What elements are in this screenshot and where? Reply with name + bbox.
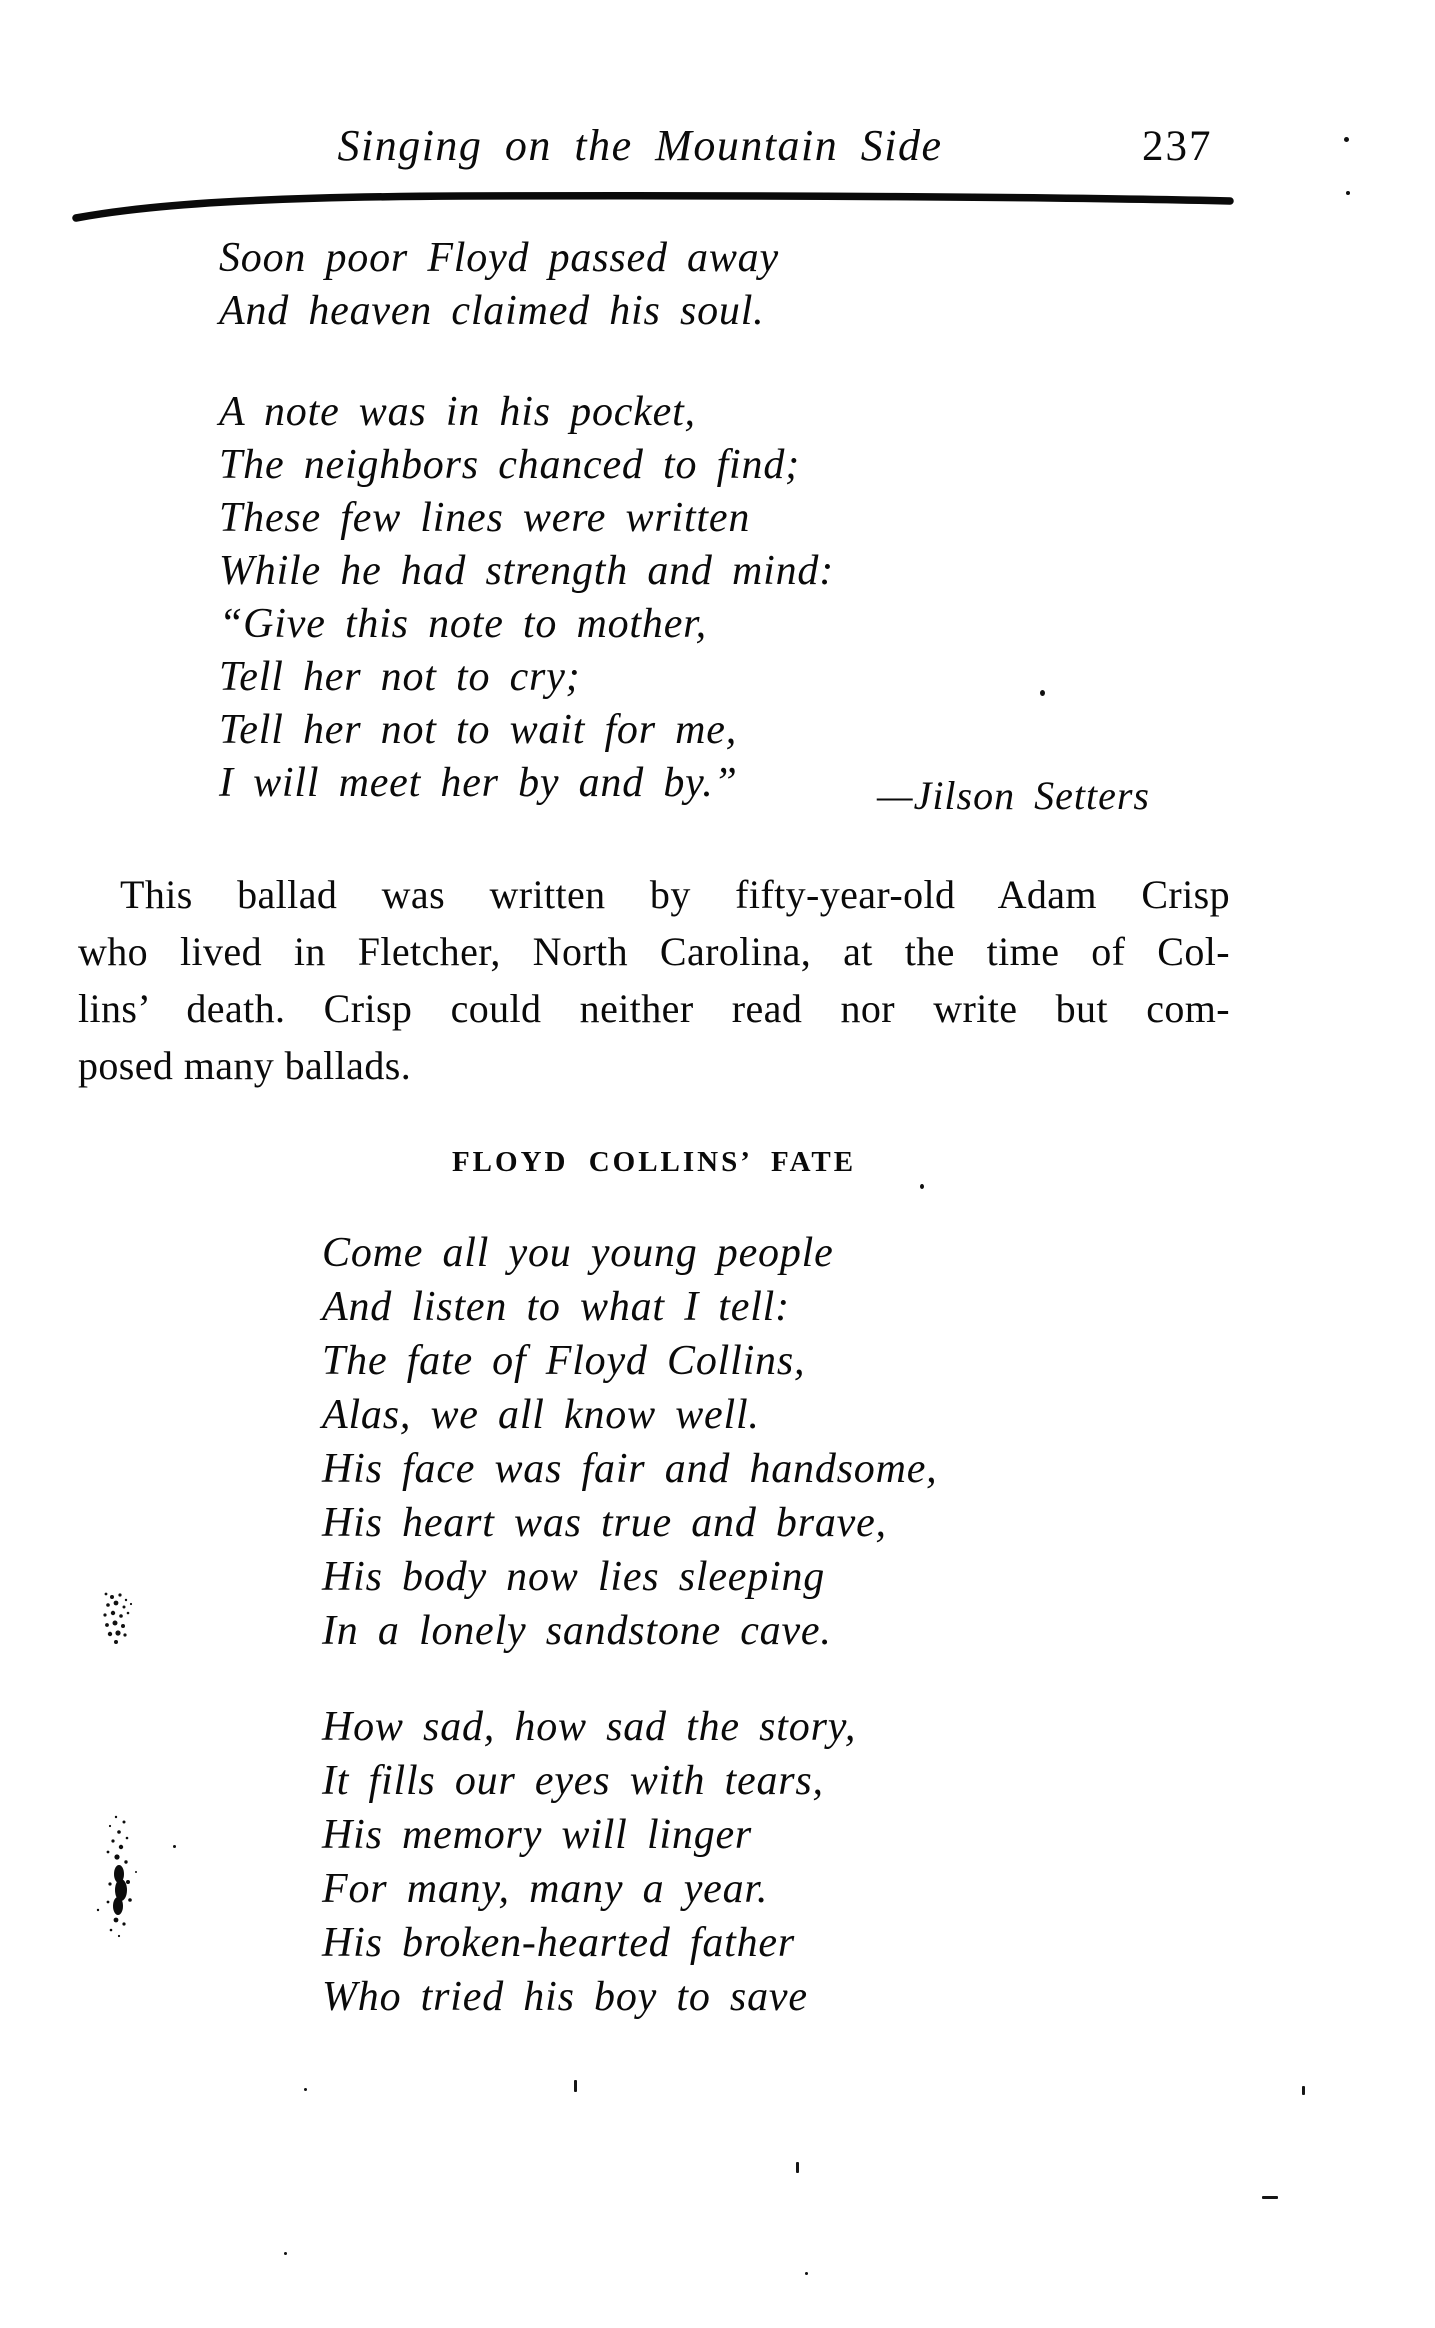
verse-line: These few lines were written <box>219 495 751 541</box>
scan-speck <box>173 1845 176 1848</box>
verse-line: His heart was true and brave, <box>322 1500 887 1546</box>
verse-line: In a lonely sandstone cave. <box>322 1608 832 1654</box>
scan-speck <box>1262 2196 1278 2199</box>
verse-line: His memory will linger <box>322 1812 753 1858</box>
verse-line: Alas, we all know well. <box>322 1392 760 1438</box>
prose-line: posed many ballads. <box>78 1043 412 1088</box>
scan-speck <box>1344 137 1349 142</box>
verse-line: “Give this note to mother, <box>219 601 707 647</box>
scan-speck <box>284 2252 287 2255</box>
verse-line: Come all you young people <box>322 1230 834 1276</box>
scan-speck <box>796 2162 799 2173</box>
verse-line: It fills our eyes with tears, <box>322 1758 824 1804</box>
verse-line: How sad, how sad the story, <box>322 1704 857 1750</box>
verse-line: Tell her not to wait for me, <box>219 707 738 753</box>
verse-line: I will meet her by and by.” <box>219 760 738 806</box>
verse-line: The neighbors chanced to find; <box>219 442 800 488</box>
verse-line: And heaven claimed his soul. <box>219 288 765 334</box>
song-title: FLOYD COLLINS’ FATE <box>451 1146 857 1178</box>
ink-smudge <box>98 1588 138 1648</box>
prose-line: who lived in Fletcher, North Carolina, at the time of Col- <box>78 929 1230 974</box>
attribution: —Jilson Setters <box>877 773 1150 818</box>
verse-line: The fate of Floyd Collins, <box>322 1338 806 1384</box>
verse-line: For many, many a year. <box>322 1866 769 1912</box>
verse-line: And listen to what I tell: <box>322 1284 790 1330</box>
verse-line: His body now lies sleeping <box>322 1554 826 1600</box>
prose-line: This ballad was written by fifty-year-old Adam Crisp <box>120 872 1230 917</box>
header-rule <box>62 180 1242 228</box>
ballad1-stanza2 <box>219 386 834 810</box>
scan-speck <box>1302 2086 1305 2095</box>
verse-line: His face was fair and handsome, <box>322 1446 938 1492</box>
ballad2-stanza2 <box>322 1700 856 2024</box>
scan-speck <box>1040 690 1045 696</box>
prose-line: lins’ death. Crisp could neither read nor write but com- <box>78 986 1230 1031</box>
scan-speck <box>920 1184 924 1189</box>
verse-line: His broken-hearted father <box>322 1920 796 1966</box>
ballad2-stanza1 <box>322 1226 937 1658</box>
scan-speck <box>304 2088 307 2091</box>
ballad1-stanza1 <box>219 232 779 338</box>
verse-line: While he had strength and mind: <box>219 548 835 594</box>
verse-line: Who tried his boy to save <box>322 1974 808 2020</box>
prose-paragraph <box>78 866 1230 1094</box>
page-number: 237 <box>1142 123 1213 170</box>
verse-line: A note was in his pocket, <box>219 389 696 435</box>
scan-speck <box>574 2080 577 2092</box>
scan-speck <box>805 2272 808 2275</box>
verse-line: Tell her not to cry; <box>219 654 581 700</box>
ink-smudge <box>86 1812 146 1942</box>
scan-speck <box>1346 191 1350 195</box>
verse-line: Soon poor Floyd passed away <box>219 235 779 281</box>
running-title: Singing on the Mountain Side <box>337 121 943 170</box>
